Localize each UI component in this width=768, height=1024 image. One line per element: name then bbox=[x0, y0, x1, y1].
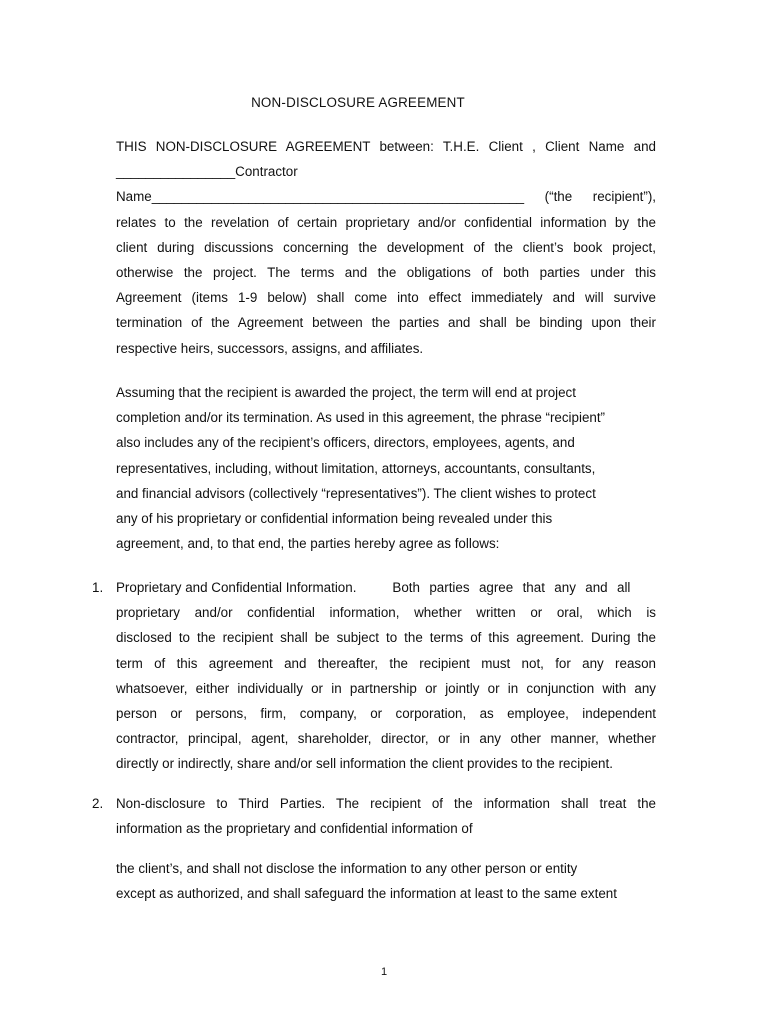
text-line: and financial advisors (collectively “representatives”). The client wishes to protect bbox=[116, 485, 596, 501]
intro-paragraph bbox=[116, 134, 656, 361]
text-line: representatives, including, without limitation, attorneys, accountants, consultants, bbox=[116, 460, 596, 476]
text-line: Assuming that the recipient is awarded the project, the term will end at project bbox=[116, 385, 576, 400]
text-line: proprietary and/or confidential information, whether written or oral, which is bbox=[116, 605, 656, 621]
item-1-paragraph bbox=[116, 575, 656, 777]
text-line: information as the proprietary and confidential information of bbox=[116, 821, 473, 837]
text-line: completion and/or its termination. As used in this agreement, the phrase “recipient” bbox=[116, 410, 606, 426]
item-number: 1. bbox=[92, 580, 104, 595]
text-line: Agreement (items 1-9 below) shall come into effect immediately and will survive bbox=[116, 290, 656, 306]
item-number: 2. bbox=[92, 796, 104, 811]
text-line: otherwise the project. The terms and the obligations of both parties under this bbox=[116, 264, 656, 280]
item-1-first-line bbox=[116, 575, 656, 600]
page-number: 1 bbox=[380, 966, 388, 978]
text-line: termination of the Agreement between the parties and shall be binding upon their bbox=[116, 315, 656, 331]
item-2-paragraph bbox=[116, 791, 656, 841]
text-line: THIS NON-DISCLOSURE AGREEMENT between: T.H.E. Client , Client Name and bbox=[116, 139, 656, 154]
text-line: relates to the revelation of certain proprietary and/or confidential information by the bbox=[116, 214, 656, 230]
text-line: Non-disclosure to Third Parties. The recipient of the information shall treat the bbox=[116, 796, 656, 811]
text-line: contractor, principal, agent, shareholder, director, or in any other manner, whether bbox=[116, 731, 656, 747]
continuation-paragraph bbox=[116, 856, 676, 906]
text-line: the client’s, and shall not disclose the information to any other person or entity bbox=[116, 861, 578, 876]
item-1-heading: Proprietary and Confidential Information. bbox=[116, 580, 357, 595]
assuming-paragraph bbox=[116, 380, 656, 556]
text-line: agreement, and, to that end, the parties hereby agree as follows: bbox=[116, 536, 500, 552]
text-line: disclosed to the recipient shall be subject to the terms of this agreement. During the bbox=[116, 630, 656, 646]
text-line: whatsoever, either individually or in partnership or jointly or in conjunction with any bbox=[116, 680, 656, 696]
document-title: NON-DISCLOSURE AGREEMENT bbox=[251, 95, 465, 110]
text-line: Name__________________________________________________ (“the recipient”), bbox=[116, 189, 656, 205]
text-line: term of this agreement and thereafter, the recipient must not, for any reason bbox=[116, 655, 656, 671]
text-line: person or persons, firm, company, or corporation, as employee, independent bbox=[116, 705, 656, 721]
text-line: directly or indirectly, share and/or sell information the client provides to the recipient. bbox=[116, 756, 613, 772]
item-1-first-line-rest: Both parties agree that any and all bbox=[392, 580, 631, 595]
text-line: any of his proprietary or confidential information being revealed under this bbox=[116, 510, 553, 526]
text-line: ________________Contractor bbox=[116, 164, 298, 180]
text-line: respective heirs, successors, assigns, and affiliates. bbox=[116, 340, 424, 356]
text-line: also includes any of the recipient’s officers, directors, employees, agents, and bbox=[116, 435, 575, 451]
text-line: client during discussions concerning the development of the client’s book project, bbox=[116, 239, 656, 255]
text-line: except as authorized, and shall safeguard the information at least to the same extent bbox=[116, 886, 617, 902]
